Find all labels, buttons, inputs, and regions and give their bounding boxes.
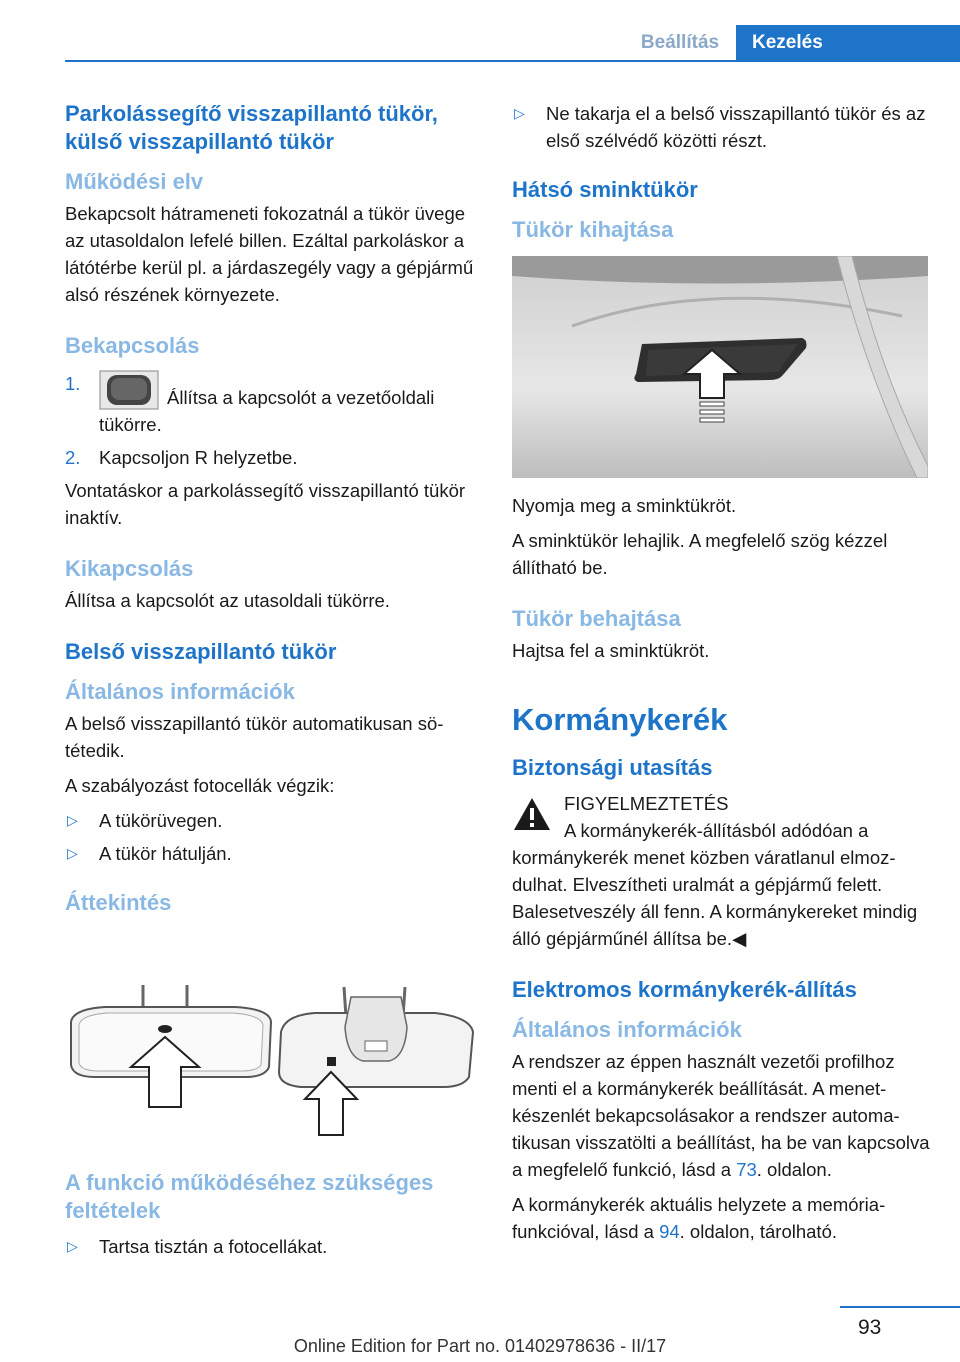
warning-label: FIGYELMEZTETÉS (564, 793, 729, 814)
heading-general-info-2: Általános információk (512, 1017, 742, 1042)
bullet-text: Ne takarja el a belső visszapillantó tükör és az első szélvédő közötti részt. (546, 103, 926, 151)
step-text: Kapcsoljon R helyzetbe. (99, 447, 298, 468)
section-title-inner-mirror: Belső visszapillantó tükör (65, 639, 337, 664)
page-link-94[interactable]: 94 (659, 1221, 680, 1242)
footer-rule (840, 1306, 960, 1308)
triangle-right-icon: ▷ (514, 105, 525, 121)
header-rule (65, 60, 960, 62)
section-title-safety: Biztonsági utasítás (512, 755, 713, 780)
paragraph: A sminktükör lehajlik. A megfelelő szög kézzel állítható be. (512, 530, 888, 578)
page-link-73[interactable]: 73 (736, 1159, 757, 1180)
right-column (512, 100, 930, 1253)
bullet-text: Tartsa tisztán a fotocellákat. (99, 1236, 328, 1257)
left-column (65, 100, 477, 1266)
step-number: 1. (65, 373, 81, 394)
heading-working-principle: Működési elv (65, 169, 204, 194)
mirror-overview-illustration (65, 937, 477, 1157)
list-item-step2 (65, 444, 477, 471)
warning-triangle-icon (512, 796, 552, 832)
vanity-mirror-photo (512, 256, 928, 478)
triangle-right-icon: ▷ (67, 1238, 78, 1254)
paragraph: Bekapcsolt hátrameneti fokozatnál a tükör üvege az utasoldalon lefelé billen. Ezáltal parkoláskor a látótérbe kerül pl. a járdaszegély vagy a gépjármű alsó részének környezete. (65, 203, 474, 305)
list-item (512, 100, 930, 154)
tab-beallitas[interactable]: Beállítás (640, 32, 720, 53)
section-title-parking-mirror: Parkolássegítő visszapillantó tükör, külső visszapillantó tükör (65, 101, 438, 154)
section-title-vanity-mirror: Hátsó sminktükör (512, 177, 698, 202)
triangle-right-icon: ▷ (67, 845, 78, 861)
chapter-title-steering-wheel: Kormánykerék (512, 702, 728, 737)
warning-block (512, 790, 930, 952)
paragraph: A szabályozást fotocellák végzik: (65, 775, 335, 796)
bullet-text: A tükör hátulján. (99, 843, 232, 864)
warning-text: A kormánykerék-állításból adódóan a kormánykerék menet közben váratlanul elmozdulhat. Elveszítheti uralmát a gépjármű felett. Balesetveszély áll fenn. A kormánykereket mindig álló gépjárműnél állítsa be.◀ (512, 820, 918, 949)
heading-unfold-mirror: Tükör kihajtása (512, 217, 674, 242)
text-span: . oldalon, tárolható. (679, 1221, 837, 1242)
paragraph (512, 1191, 930, 1245)
mirror-switch-icon (99, 370, 159, 410)
text-span: A rendszer az éppen használt vezetői profilhoz menti el a kormánykerék beállítását. A menetkészenlét bekapcsolásakor a rendszer automatikusan visszatölti a beállítást, ha be van kapcsolva a megfelelő funkció, lásd a (512, 1051, 930, 1180)
tab-kezeles[interactable]: Kezelés (736, 25, 960, 61)
list-item (65, 1233, 477, 1260)
text-span: . oldalon. (756, 1159, 832, 1180)
page-number: 93 (858, 1316, 882, 1339)
paragraph: Hajtsa fel a sminktükröt. (512, 640, 710, 661)
triangle-right-icon: ▷ (67, 812, 78, 828)
heading-switch-on: Bekapcsolás (65, 333, 200, 358)
step-number: 2. (65, 447, 81, 468)
step-text: Állítsa a kapcsolót a vezetőoldali tükörre. (99, 387, 435, 435)
heading-conditions: A funkció működéséhez szükséges feltételek (65, 1170, 434, 1223)
list-item (65, 807, 477, 834)
text-span: A kormánykerék aktuális helyzete a memóriafunkcióval, lásd a (512, 1194, 886, 1242)
list-item-step1 (65, 370, 477, 438)
paragraph: A belső visszapillantó tükör automatikusan sötétedik. (65, 713, 444, 761)
heading-fold-mirror: Tükör behajtása (512, 606, 681, 631)
paragraph: Nyomja meg a sminktükröt. (512, 495, 737, 516)
paragraph: Vontatáskor a parkolássegítő visszapillantó tükör inaktív. (65, 480, 466, 528)
list-item (65, 840, 477, 867)
bullet-text: A tükörüvegen. (99, 810, 223, 831)
footer-edition: Online Edition for Part no. 01402978636 - II/17 (293, 1336, 667, 1356)
heading-general-info: Általános információk (65, 679, 295, 704)
heading-overview: Áttekintés (65, 890, 172, 915)
section-title-electric-adjust: Elektromos kormánykerék-állítás (512, 977, 857, 1002)
paragraph: Állítsa a kapcsolót az utasoldali tükörre. (65, 590, 390, 611)
paragraph (512, 1048, 930, 1183)
heading-switch-off: Kikapcsolás (65, 556, 194, 581)
